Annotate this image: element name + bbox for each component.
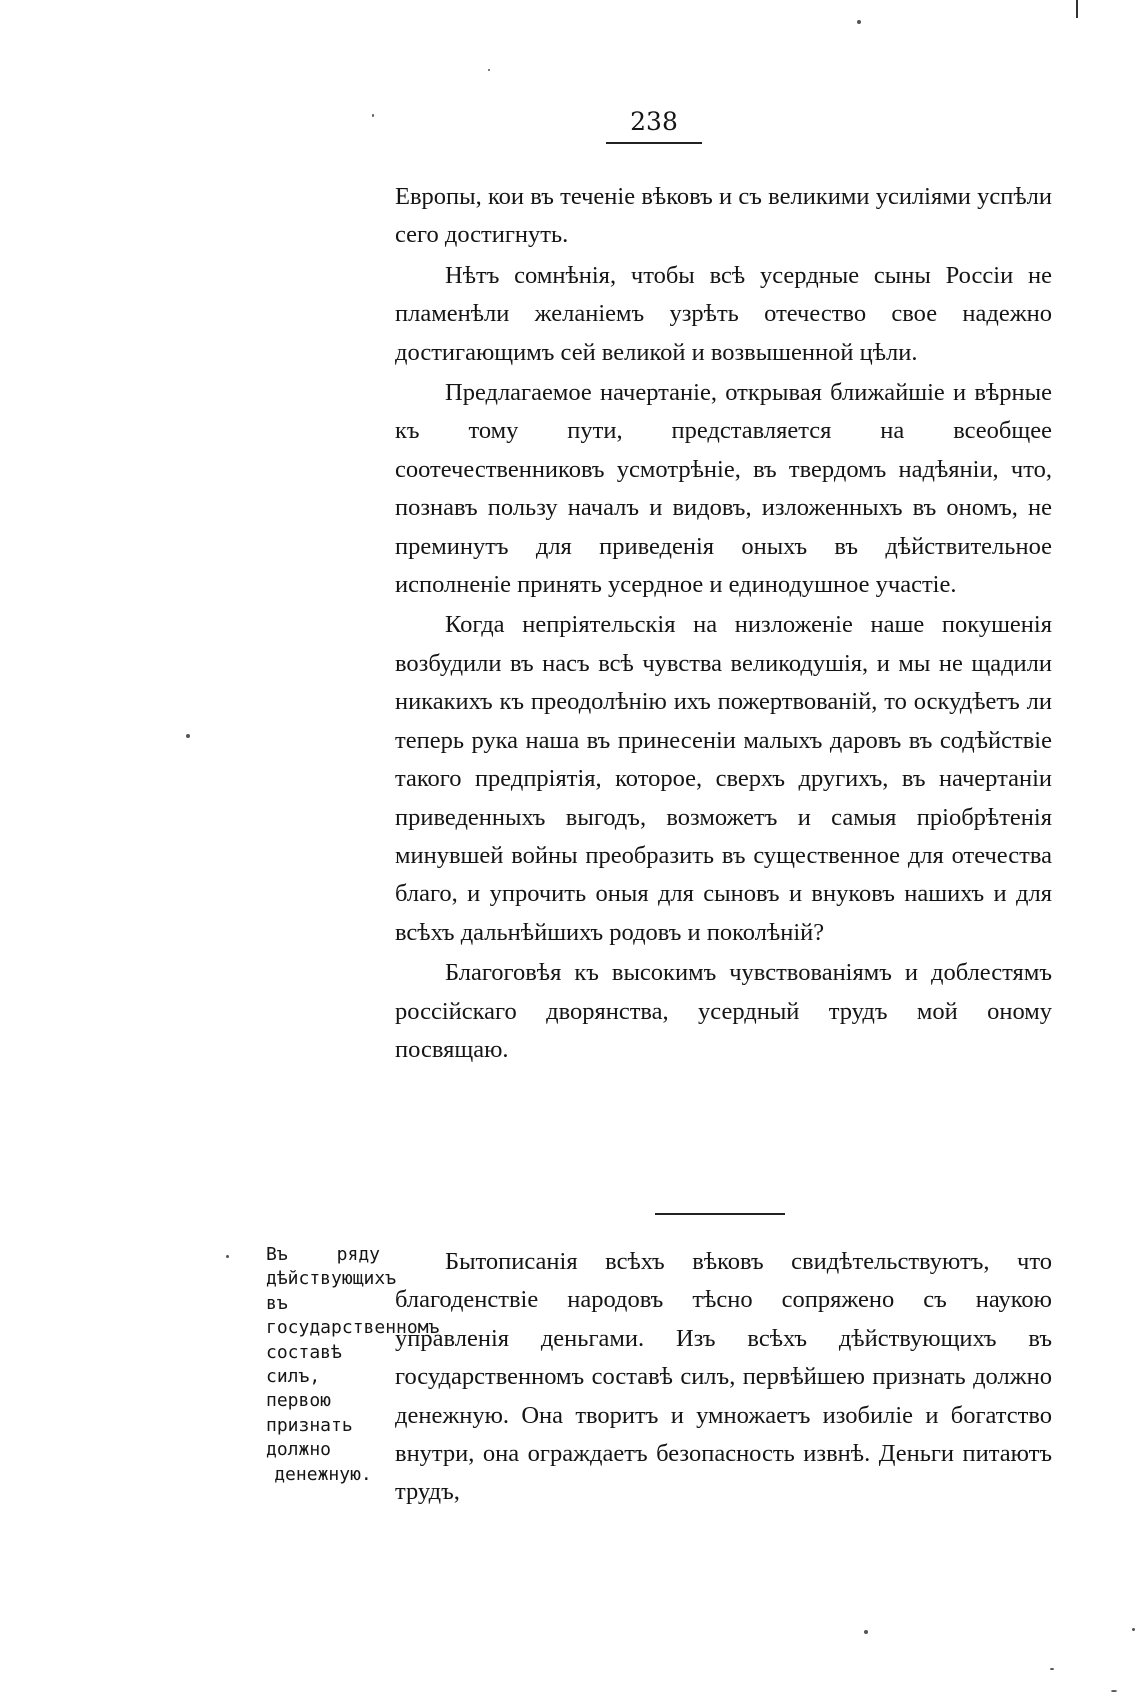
paragraph-continued: Европы, кои въ теченіе вѣковъ и съ великими усиліями успѣли сего достигнуть. — [395, 183, 1052, 249]
scan-speck — [488, 69, 490, 71]
scan-speck — [1132, 1628, 1135, 1631]
page-number: 238 — [630, 107, 678, 136]
main-text-column — [395, 178, 1052, 1069]
section-divider — [655, 1213, 785, 1215]
paragraph: Когда непріятельскія на низложеніе наше покушенія возбудили въ насъ всѣ чувства великодушія, и мы не щадили никакихъ къ преодолѣнію ихъ пожертвованій, то оскудѣетъ ли теперь рука наша въ принесеніи малыхъ даровъ въ содѣйствіе такого предпріятія, которое, сверхъ другихъ, въ начертаніи приведенныхъ выгодъ, возможетъ и самыя пріобрѣтенія минувшей войны преобразить въ существенное для отечества благо, и упрочить оныя для сыновъ и внуковъ нашихъ и для всѣхъ дальнѣйшихъ родовъ и поколѣній? — [395, 611, 1052, 946]
paragraph: Нѣтъ сомнѣнія, чтобы всѣ усердные сыны Россіи не пламенѣли желаніемъ узрѣть отечество свое надежно достигающимъ сей великой и возвышенной цѣли. — [395, 261, 1052, 366]
edge-mark — [1076, 0, 1078, 18]
scan-speck — [372, 114, 374, 117]
paragraph: Бытописанія всѣхъ вѣковъ свидѣтельствуютъ, что благоденствіе народовъ тѣсно сопряжено съ наукою управленія деньгами. Изъ всѣхъ дѣйствующихъ въ государственномъ составѣ силъ, первѣйшею признать должно денежную. Она творитъ и умножаетъ изобиліе и богатство внутри, она ограждаетъ безопасность извнѣ. Деньги питаютъ трудъ, — [395, 1248, 1052, 1506]
scan-speck — [186, 734, 190, 738]
scan-speck — [864, 1630, 868, 1634]
scan-speck — [1111, 1690, 1117, 1692]
margin-note: Въ ряду дѣйствующихъ въ государственномъ составѣ силъ, первою признать должно денежную. — [266, 1244, 440, 1485]
scan-speck — [857, 20, 861, 24]
paragraph: Благоговѣя къ высокимъ чувствованіямъ и доблестямъ россійскаго дворянства, усердный трудъ мой оному посвящаю. — [395, 959, 1052, 1063]
scan-speck — [1050, 1668, 1054, 1670]
paragraph: Предлагаемое начертаніе, открывая ближайшіе и вѣрные къ тому пути, представляется на всеобщее соотечественниковъ усмотрѣніе, въ твердомъ надѣяніи, что, познавъ пользу началъ и видовъ, изложенныхъ въ ономъ, не преминутъ для приведенія оныхъ въ дѣйствительное исполненіе принять усердное и единодушное участіе. — [395, 379, 1052, 599]
section-text-column — [395, 1243, 1052, 1512]
page-number-rule — [606, 142, 702, 144]
scan-speck — [226, 1255, 229, 1258]
